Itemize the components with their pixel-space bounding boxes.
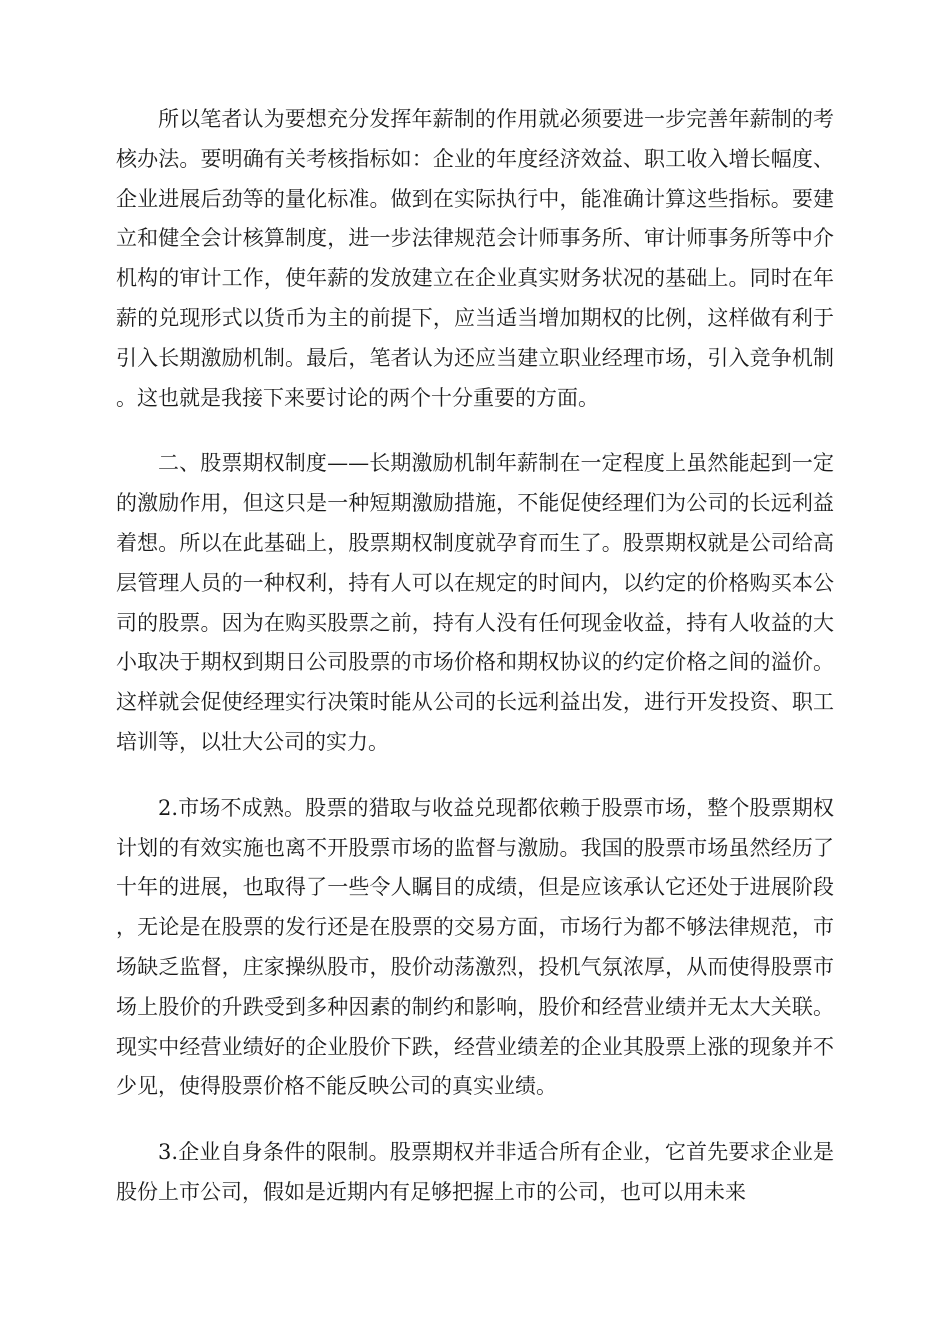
- paragraph-stock-option-system: 二、股票期权制度——长期激励机制年薪制在一定程度上虽然能起到一定的激励作用，但这只是一种短期激励措施，不能促使经理们为公司的长远利益着想。所以在此基础上，股票期权制度就孕育而生了。股票期权就是公司给高层管理人员的一种权利，持有人可以在规定的时间内，以约定的价格购买本公司的股票。因为在购买股票之前，持有人没有任何现金收益，持有人收益的大小取决于期权到期日公司股票的市场价格和期权协议的约定价格之间的溢价。这样就会促使经理实行决策时能从公司的长远利益出发，进行开发投资、职工培训等，以壮大公司的实力。: [116, 451, 834, 754]
- paragraph-annual-salary-assessment: 所以笔者认为要想充分发挥年薪制的作用就必须要进一步完善年薪制的考核办法。要明确有关考核指标如：企业的年度经济效益、职工收入增长幅度、企业进展后劲等的量化标准。做到在实际执行中，能准确计算这些指标。要建立和健全会计核算制度，进一步法律规范会计师事务所、审计师事务所等中介机构的审计工作，使年薪的发放建立在企业真实财务状况的基础上。同时在年薪的兑现形式以货币为主的前提下，应当适当增加期权的比例，这样做有利于引入长期激励机制。最后，笔者认为还应当建立职业经理市场，引入竞争机制。这也就是我接下来要讨论的两个十分重要的方面。: [116, 107, 834, 410]
- paragraph-immature-market: 2.市场不成熟。股票的猎取与收益兑现都依赖于股票市场，整个股票期权计划的有效实施也离不开股票市场的监督与激励。我国的股票市场虽然经历了十年的进展，也取得了一些令人瞩目的成绩，但是应该承认它还处于进展阶段，无论是在股票的发行还是在股票的交易方面，市场行为都不够法律规范，市场缺乏监督，庄家操纵股市，股价动荡激烈，投机气氛浓厚，从而使得股票市场上股价的升跌受到多种因素的制约和影响，股价和经营业绩并无太大关联。现实中经营业绩好的企业股价下跌，经营业绩差的企业其股票上涨的现象并不少见，使得股票价格不能反映公司的真实业绩。: [116, 795, 834, 1099]
- paragraph-enterprise-conditions: 3.企业自身条件的限制。股票期权并非适合所有企业，它首先要求企业是股份上市公司，假如是近期内有足够把握上市的公司，也可以用未来: [116, 1140, 834, 1204]
- document-page: [116, 100, 834, 1239]
